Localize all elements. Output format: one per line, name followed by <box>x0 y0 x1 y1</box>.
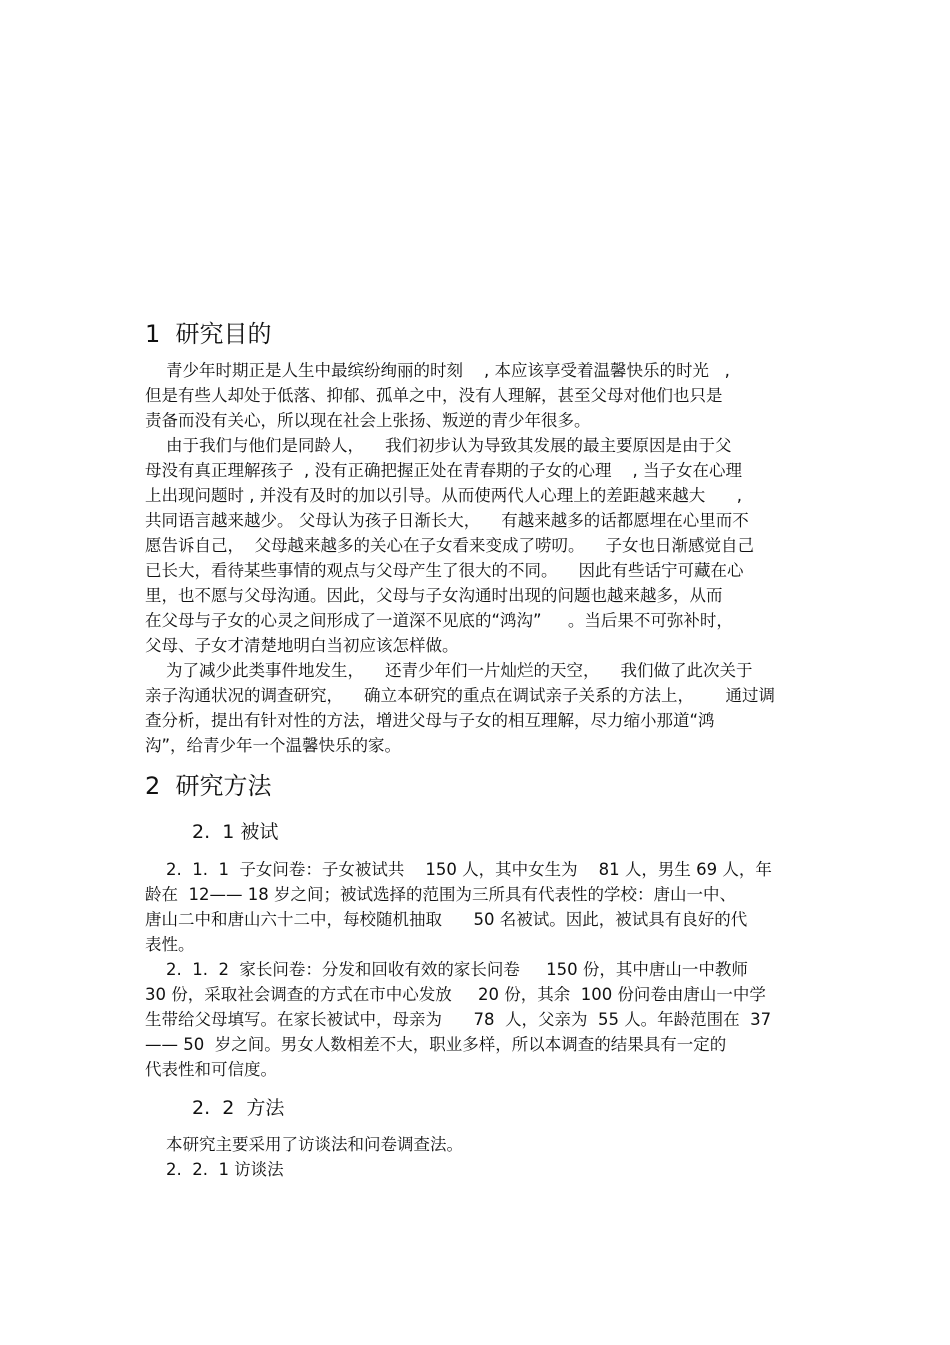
paragraph-line: —— 50 岁之间。男女人数相差不大，职业多样，所以本调查的结果具有一定的 <box>145 1035 727 1054</box>
paragraph-line: 本研究主要采用了访谈法和问卷调查法。 <box>145 1135 463 1154</box>
section-heading-purpose: 1 研究目的 <box>145 320 272 348</box>
paragraph-line: 父母、子女才清楚地明白当初应该怎样做。 <box>145 636 459 655</box>
paragraph-line: 已长大，看待某些事情的观点与父母产生了很大的不同。 因此有些话宁可藏在心 <box>145 561 744 580</box>
paragraph-line: 2. 1. 2 家长问卷：分发和回收有效的家长问卷 150 份，其中唐山一中教师 <box>145 960 748 979</box>
paragraph-line: 责备而没有关心，所以现在社会上张扬、叛逆的青少年很多。 <box>145 411 591 430</box>
section-heading-methods: 2 研究方法 <box>145 772 272 800</box>
paragraph-line: 生带给父母填写。在家长被试中，母亲为 78 人，父亲为 55 人。年龄范围在 37 <box>145 1010 772 1029</box>
paragraph-line: 母没有真正理解孩子 , 没有正确把握正处在青春期的子女的心理 , 当子女在心理 <box>145 461 742 480</box>
paragraph-line: 龄在 12—— 18 岁之间；被试选择的范围为三所具有代表性的学校：唐山一中、 <box>145 885 736 904</box>
subsection-heading-subjects: 2. 1 被试 <box>192 821 279 843</box>
paragraph-line: 唐山二中和唐山六十二中，每校随机抽取 50 名被试。因此，被试具有良好的代 <box>145 910 748 929</box>
paragraph-line: 亲子沟通状况的调查研究， 确立本研究的重点在调试亲子关系的方法上， 通过调 <box>145 686 775 705</box>
paragraph-line: 愿告诉自己， 父母越来越多的关心在子女看来变成了唠叨。 子女也日渐感觉自己 <box>145 536 754 555</box>
paragraph-line: 表性。 <box>145 935 195 954</box>
paragraph-line: 沟”，给青少年一个温馨快乐的家。 <box>145 736 402 755</box>
paragraph-line: 但是有些人却处于低落、抑郁、孤单之中，没有人理解，甚至父母对他们也只是 <box>145 386 723 405</box>
paragraph-line: 为了减少此类事件地发生， 还青少年们一片灿烂的天空， 我们做了此次关于 <box>145 661 753 680</box>
paragraph-line: 上出现问题时 , 并没有及时的加以引导。从而使两代人心理上的差距越来越大 , <box>145 486 742 505</box>
paragraph-line: 在父母与子女的心灵之间形成了一道深不见底的“鸿沟” 。当后果不可弥补时， <box>145 611 733 630</box>
paragraph-line: 查分析，提出有针对性的方法，增进父母与子女的相互理解，尽力缩小那道“鸿 <box>145 711 715 730</box>
paragraph-line: 青少年时期正是人生中最缤纷绚丽的时刻 , 本应该享受着温馨快乐的时光 , <box>145 361 730 380</box>
paragraph-line: 里，也不愿与父母沟通。因此，父母与子女沟通时出现的问题也越来越多，从而 <box>145 586 723 605</box>
paragraph-line: 2. 2. 1 访谈法 <box>145 1160 284 1179</box>
paragraph-line: 30 份，采取社会调查的方式在市中心发放 20 份，其余 100 份问卷由唐山一中学 <box>145 985 766 1004</box>
paragraph-line: 代表性和可信度。 <box>145 1060 277 1079</box>
subsection-heading-method: 2. 2 方法 <box>192 1097 285 1119</box>
paragraph-line: 2. 1. 1 子女问卷：子女被试共 150 人，其中女生为 81 人，男生 69 人，年 <box>145 860 772 879</box>
paragraph-line: 共同语言越来越少。 父母认为孩子日渐长大， 有越来越多的话都愿埋在心里而不 <box>145 511 749 530</box>
paragraph-line: 由于我们与他们是同龄人， 我们初步认为导致其发展的最主要原因是由于父 <box>145 436 732 455</box>
